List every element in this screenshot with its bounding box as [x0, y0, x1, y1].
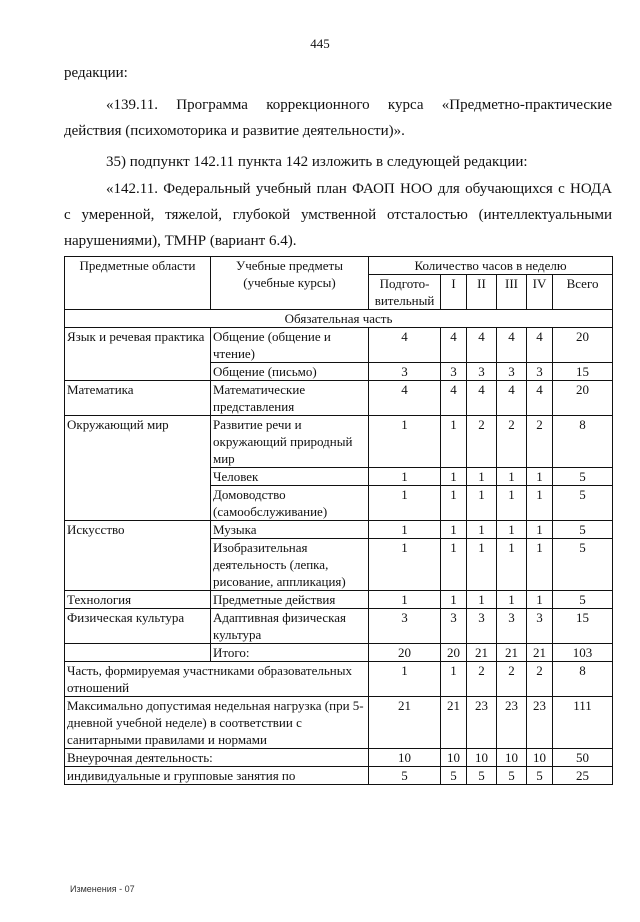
- table-row: [65, 328, 613, 363]
- hours-cell: 1: [441, 416, 467, 468]
- hours-cell: 4: [527, 381, 553, 416]
- hours-cell: 21: [527, 644, 553, 662]
- hours-cell: 1: [527, 521, 553, 539]
- hours-cell: 5: [497, 767, 527, 785]
- hours-cell: 3: [467, 609, 497, 644]
- subject-cell: Человек: [211, 468, 369, 486]
- hours-cell: 1: [497, 539, 527, 591]
- header-subjects: Учебные предметы (учебные курсы): [211, 257, 369, 310]
- grade-header: Подгото-вительный: [369, 275, 441, 310]
- hours-cell: 21: [497, 644, 527, 662]
- grade-header: IV: [527, 275, 553, 310]
- hours-cell: 21: [467, 644, 497, 662]
- hours-cell: 4: [441, 381, 467, 416]
- subject-cell: Изобразительная деятельность (лепка, рисование, аппликация): [211, 539, 369, 591]
- hours-cell: 1: [441, 486, 467, 521]
- hours-cell: 2: [467, 416, 497, 468]
- hours-cell: 15: [553, 609, 613, 644]
- subject-cell: Общение (общение и чтение): [211, 328, 369, 363]
- hours-cell: 20: [553, 381, 613, 416]
- table-row: [65, 521, 613, 539]
- hours-cell: 50: [553, 749, 613, 767]
- hours-cell: 20: [441, 644, 467, 662]
- hours-cell: 10: [467, 749, 497, 767]
- hours-cell: 1: [497, 468, 527, 486]
- hours-cell: 4: [497, 381, 527, 416]
- paragraph-line: с умеренной, тяжелой, глубокой умственной отсталостью (интеллектуальными: [64, 207, 612, 223]
- hours-cell: 1: [467, 591, 497, 609]
- summary-row: [65, 767, 613, 785]
- hours-cell: 3: [497, 363, 527, 381]
- hours-cell: 5: [553, 521, 613, 539]
- hours-cell: 5: [369, 767, 441, 785]
- grade-header: III: [497, 275, 527, 310]
- hours-cell: 20: [369, 644, 441, 662]
- area-cell: Окружающий мир: [65, 416, 211, 521]
- subject-cell: Домоводство (самообслуживание): [211, 486, 369, 521]
- hours-cell: 8: [553, 416, 613, 468]
- paragraph-line: действия (психомоторика и развитие деятельности)».: [64, 123, 405, 139]
- hours-cell: 25: [553, 767, 613, 785]
- header-hours: Количество часов в неделю: [369, 257, 613, 275]
- hours-cell: 1: [527, 468, 553, 486]
- table-row: [65, 416, 613, 468]
- hours-cell: 103: [553, 644, 613, 662]
- section-row: [65, 310, 613, 328]
- hours-cell: 1: [441, 662, 467, 697]
- grade-header: I: [441, 275, 467, 310]
- paragraph-line: 35) подпункт 142.11 пункта 142 изложить в следующей редакции:: [106, 154, 528, 170]
- hours-cell: 1: [369, 539, 441, 591]
- hours-cell: 1: [497, 591, 527, 609]
- hours-cell: 5: [467, 767, 497, 785]
- hours-cell: 3: [467, 363, 497, 381]
- hours-cell: 3: [441, 609, 467, 644]
- hours-cell: 4: [441, 328, 467, 363]
- paragraph-line: «142.11. Федеральный учебный план ФАОП НОО для обучающихся с НОДА: [106, 181, 612, 197]
- hours-cell: 4: [369, 381, 441, 416]
- hours-cell: 1: [467, 486, 497, 521]
- summary-label: Внеурочная деятельность:: [65, 749, 369, 767]
- hours-cell: 1: [441, 521, 467, 539]
- paragraph-line: «139.11. Программа коррекционного курса «Предметно-практические: [106, 97, 612, 113]
- subject-cell: Общение (письмо): [211, 363, 369, 381]
- hours-cell: 21: [369, 697, 441, 749]
- section-title: Обязательная часть: [65, 310, 613, 328]
- total-row: [65, 644, 613, 662]
- hours-cell: 5: [553, 468, 613, 486]
- hours-cell: 3: [441, 363, 467, 381]
- summary-row: [65, 662, 613, 697]
- hours-cell: 5: [553, 539, 613, 591]
- hours-cell: 21: [441, 697, 467, 749]
- paragraph-line: редакции:: [64, 65, 128, 81]
- hours-cell: 5: [527, 767, 553, 785]
- hours-cell: 1: [369, 468, 441, 486]
- hours-cell: 3: [497, 609, 527, 644]
- hours-cell: 10: [369, 749, 441, 767]
- hours-cell: 1: [467, 539, 497, 591]
- hours-cell: 3: [527, 363, 553, 381]
- subject-cell: Развитие речи и окружающий природный мир: [211, 416, 369, 468]
- hours-cell: 111: [553, 697, 613, 749]
- hours-cell: 23: [497, 697, 527, 749]
- hours-cell: 4: [527, 328, 553, 363]
- footer-note: Изменения - 07: [70, 884, 135, 894]
- hours-cell: 8: [553, 662, 613, 697]
- subject-cell: Адаптивная физическая культура: [211, 609, 369, 644]
- hours-cell: 20: [553, 328, 613, 363]
- area-cell: Искусство: [65, 521, 211, 591]
- hours-cell: 10: [497, 749, 527, 767]
- hours-cell: 5: [553, 591, 613, 609]
- hours-cell: 5: [441, 767, 467, 785]
- hours-cell: 1: [369, 591, 441, 609]
- area-cell: Технология: [65, 591, 211, 609]
- summary-label: Часть, формируемая участниками образовательных отношений: [65, 662, 369, 697]
- curriculum-table: [64, 256, 613, 785]
- summary-label: индивидуальные и групповые занятия по: [65, 767, 369, 785]
- hours-cell: 2: [527, 662, 553, 697]
- hours-cell: 15: [553, 363, 613, 381]
- subject-cell: Предметные действия: [211, 591, 369, 609]
- hours-cell: 23: [467, 697, 497, 749]
- hours-cell: 1: [369, 662, 441, 697]
- hours-cell: 1: [527, 591, 553, 609]
- table-row: [65, 381, 613, 416]
- paragraph-line: нарушениями), ТМНР (вариант 6.4).: [64, 233, 297, 249]
- table-row: [65, 591, 613, 609]
- summary-row: [65, 749, 613, 767]
- subject-cell: Математические представления: [211, 381, 369, 416]
- hours-cell: 3: [527, 609, 553, 644]
- grade-header: II: [467, 275, 497, 310]
- table-header-row: [65, 257, 613, 275]
- hours-cell: 1: [369, 416, 441, 468]
- hours-cell: 1: [527, 539, 553, 591]
- hours-cell: 5: [553, 486, 613, 521]
- hours-cell: 1: [497, 486, 527, 521]
- hours-cell: 1: [467, 468, 497, 486]
- hours-cell: 1: [441, 539, 467, 591]
- total-label: Итого:: [211, 644, 369, 662]
- hours-cell: 10: [441, 749, 467, 767]
- area-cell: Математика: [65, 381, 211, 416]
- hours-cell: 1: [441, 468, 467, 486]
- summary-label: Максимально допустимая недельная нагрузка (при 5-дневной учебной неделе) в соответствии с санитарными правилами и нормами: [65, 697, 369, 749]
- hours-cell: 1: [369, 521, 441, 539]
- empty-cell: [65, 644, 211, 662]
- page-number: 445: [310, 36, 330, 51]
- hours-cell: 4: [467, 381, 497, 416]
- hours-cell: 4: [467, 328, 497, 363]
- subject-cell: Музыка: [211, 521, 369, 539]
- hours-cell: 1: [467, 521, 497, 539]
- hours-cell: 1: [527, 486, 553, 521]
- table-row: [65, 609, 613, 644]
- hours-cell: 10: [527, 749, 553, 767]
- header-areas: Предметные области: [65, 257, 211, 310]
- hours-cell: 2: [467, 662, 497, 697]
- hours-cell: 1: [369, 486, 441, 521]
- hours-cell: 4: [369, 328, 441, 363]
- summary-row: [65, 697, 613, 749]
- hours-cell: 1: [497, 521, 527, 539]
- hours-cell: 2: [497, 662, 527, 697]
- hours-cell: 4: [497, 328, 527, 363]
- hours-cell: 2: [527, 416, 553, 468]
- hours-cell: 23: [527, 697, 553, 749]
- area-cell: Язык и речевая практика: [65, 328, 211, 381]
- grade-header: Всего: [553, 275, 613, 310]
- hours-cell: 1: [441, 591, 467, 609]
- hours-cell: 3: [369, 363, 441, 381]
- hours-cell: 3: [369, 609, 441, 644]
- area-cell: Физическая культура: [65, 609, 211, 644]
- hours-cell: 2: [497, 416, 527, 468]
